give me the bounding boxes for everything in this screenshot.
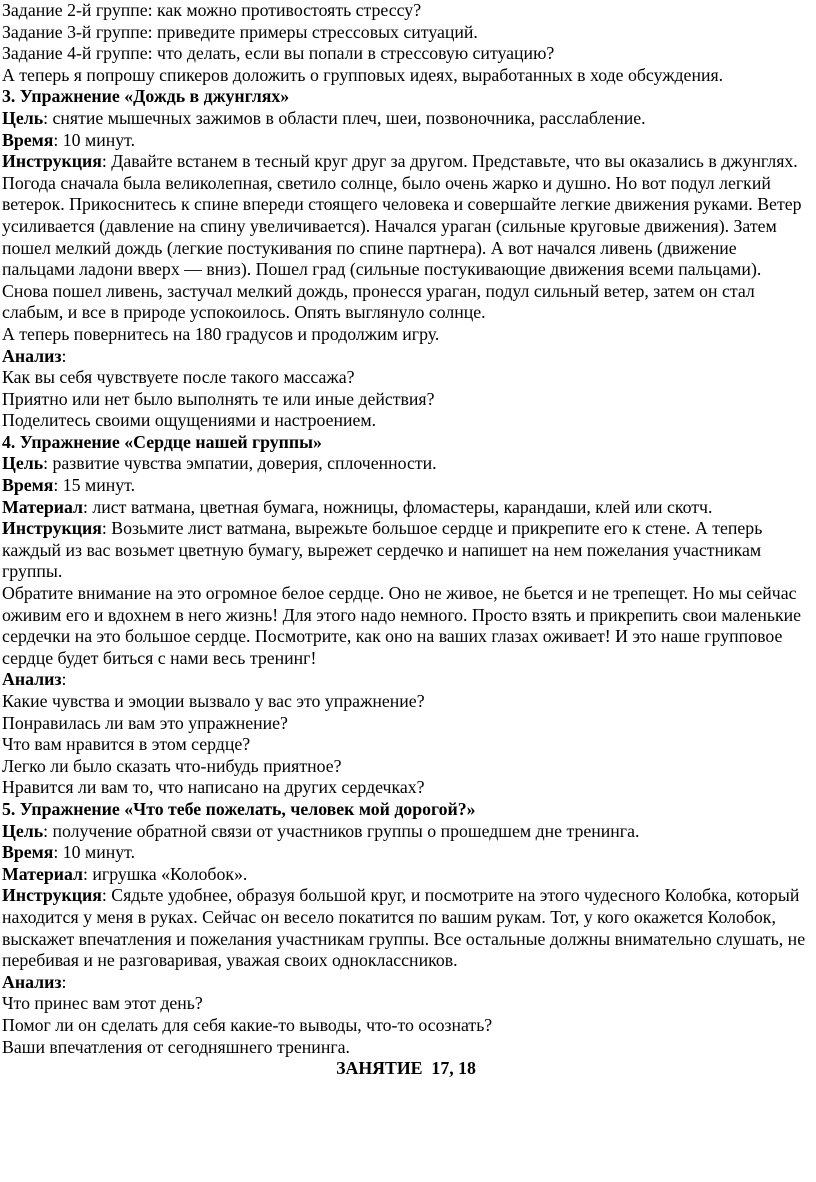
task-group-3: Задание 3-й группе: приведите примеры стрессовых ситуаций. <box>2 21 478 42</box>
exercise-5-instruction: Инструкция: Сядьте удобнее, образуя большой круг, и посмотрите на этого чудесного Колобка, который находится у меня в руках. Сейчас он весело покатится по вашим рукам. Тот, у кого окажется Колобок, выскажет впечатления и пожелания участникам группы. Все остальные должны внимательно слушать, не перебивая и не разговаривая, уважая своих одноклассников. <box>2 885 806 971</box>
exercise-3-time: Время: 10 минут. <box>2 129 136 150</box>
exercise-4-question: Какие чувства и эмоции вызвало у вас это упражнение? <box>2 691 425 711</box>
exercise-4-time: Время: 15 минут. <box>2 475 136 496</box>
exercise-4-title: 4. Упражнение «Сердце нашей группы» <box>2 431 322 452</box>
exercise-3-turn: А теперь повернитесь на 180 градусов и продолжим игру. <box>2 323 440 344</box>
exercise-3-question: Как вы себя чувствуете после такого массажа? <box>2 367 355 388</box>
exercise-4-question: Понравилась ли вам это упражнение? <box>2 712 288 733</box>
lesson-heading: ЗАНЯТИЕ 17, 18 <box>336 1058 476 1079</box>
exercise-3-goal: Цель: снятие мышечных зажимов в области плеч, шеи, позвоночника, расслабление. <box>2 107 646 128</box>
exercise-5-question: Помог ли он сделать для себя какие-то выводы, что-то осознать? <box>2 1014 493 1035</box>
exercise-5-question: Что принес вам этот день? <box>2 993 203 1014</box>
exercise-5-time: Время: 10 минут. <box>2 842 136 863</box>
exercise-3-question: Поделитесь своими ощущениями и настроением. <box>2 410 377 431</box>
exercise-4-goal: Цель: развитие чувства эмпатии, доверия, сплоченности. <box>2 453 437 474</box>
exercise-5-analysis: Анализ: <box>2 971 67 992</box>
exercise-5-title: 5. Упражнение «Что тебе пожелать, человек мой дорогой?» <box>2 798 476 819</box>
task-group-2: Задание 2-й группе: как можно противостоять стрессу? <box>2 0 422 20</box>
exercise-4-analysis: Анализ: <box>2 669 67 690</box>
exercise-4-question: Что вам нравится в этом сердце? <box>2 734 251 755</box>
exercise-5-material: Материал: игрушка «Колобок». <box>2 863 248 884</box>
exercise-3-analysis: Анализ: <box>2 345 67 366</box>
exercise-4-instruction: Инструкция: Возьмите лист ватмана, вырежьте большое сердце и прикрепите его к стене. А теперь каждый из вас возьмет цветную бумагу, вырежет сердечко и напишет на нем пожелания участникам группы. <box>2 518 763 582</box>
exercise-4-paragraph: Обратите внимание на это огромное белое сердце. Оно не живое, не бьется и не трепещет. Но мы сейчас оживим его и вдохнем в него жизнь! Для этого надо немного. Просто взять и прикрепить свои маленькие сердечки на это большое сердце. Посмотрите, как оно на ваших глазах оживает! И это наше групповое сердце будет биться с нами весь тренинг! <box>2 583 801 668</box>
speakers-note: А теперь я попрошу спикеров доложить о групповых идеях, выработанных в ходе обсуждения. <box>2 64 724 85</box>
exercise-4-question: Нравится ли вам то, что написано на других сердечках? <box>2 777 425 798</box>
exercise-3-question: Приятно или нет было выполнять те или иные действия? <box>2 388 435 409</box>
exercise-4-question: Легко ли было сказать что-нибудь приятное? <box>2 755 342 776</box>
exercise-5-goal: Цель: получение обратной связи от участников группы о прошедшем дне тренинга. <box>2 820 640 841</box>
task-group-4: Задание 4-й группе: что делать, если вы попали в стрессовую ситуацию? <box>2 43 555 64</box>
exercise-4-material: Материал: лист ватмана, цветная бумага, ножницы, фломастеры, карандаши, клей или скотч. <box>2 496 713 517</box>
exercise-3-instruction: Инструкция: Давайте встанем в тесный круг друг за другом. Представьте, что вы оказались в джунглях. Погода сначала была великолепная, светило солнце, было очень жарко и душно. Но вот подул легкий ветерок. Прикоснитесь к спине впереди стоящего человека и совершайте легкие движения руками. Ветер усиливается (давление на спину увеличивается). Начался ураган (сильные круговые движения). Затем пошел мелкий дождь (легкие постукивания по спине партнера). А вот начался ливень (движение пальцами ладони вверх — вниз). Пошел град (сильные постукивающие движения всеми пальцами). Снова пошел ливень, застучал мелкий дождь, пронесся ураган, подул сильный ветер, затем он стал слабым, и все в природе успокоилось. Опять выглянуло солнце. <box>2 151 802 323</box>
exercise-3-title: 3. Упражнение «Дождь в джунглях» <box>2 86 290 107</box>
exercise-5-question: Ваши впечатления от сегодняшнего тренинга. <box>2 1036 350 1057</box>
